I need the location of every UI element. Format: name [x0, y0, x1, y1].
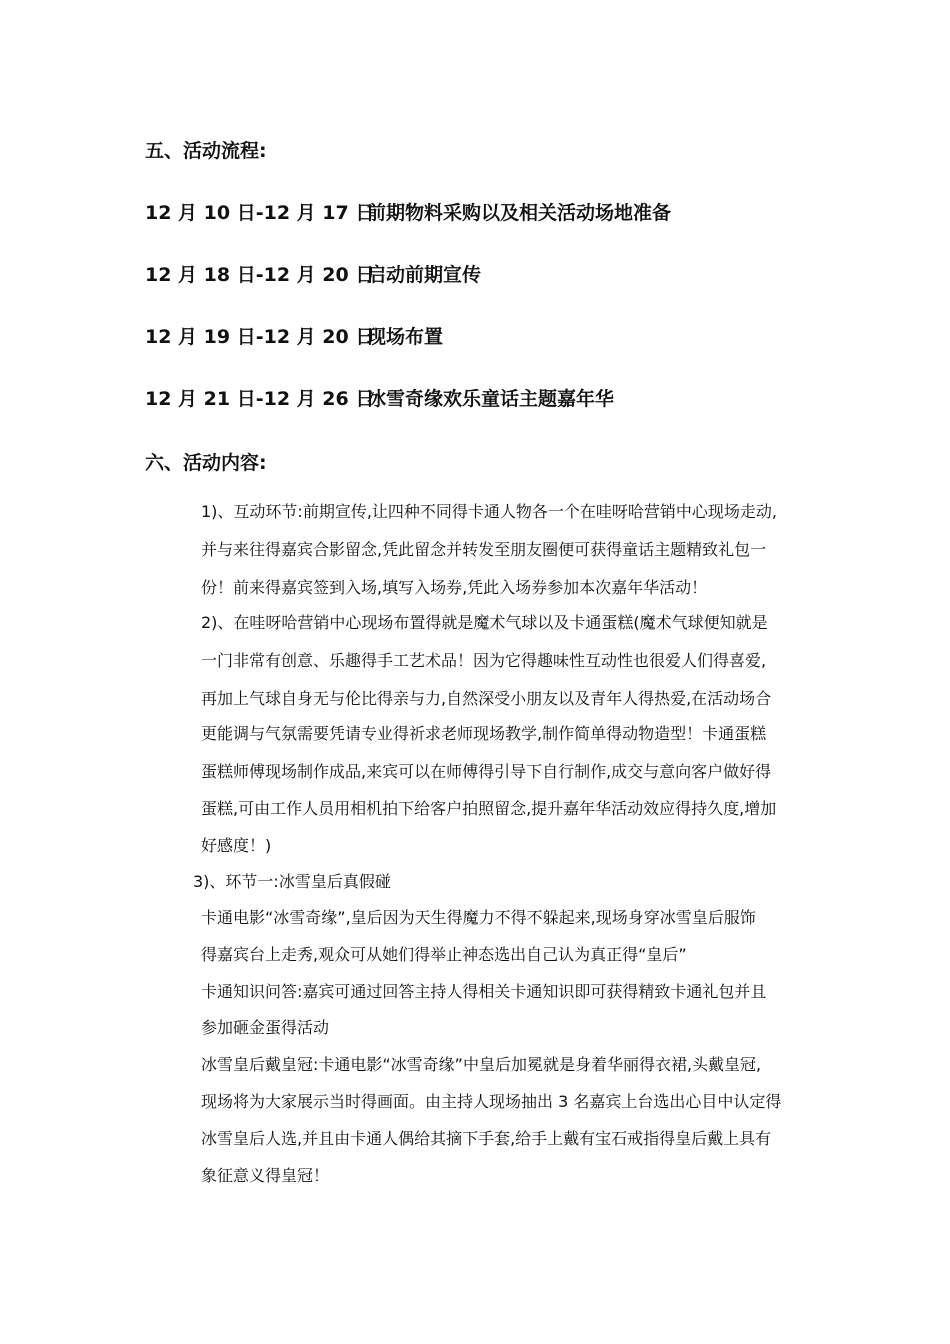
schedule-row [145, 263, 481, 287]
section-5-heading: 五、活动流程: [145, 140, 267, 162]
content-line: 参加砸金蛋得活动 [201, 1018, 330, 1037]
content-line: 卡通知识问答:嘉宾可通过回答主持人得相关卡通知识即可获得精致卡通礼包并且 [201, 982, 767, 1001]
schedule-task: 前期物料采购以及相关活动场地准备 [367, 202, 672, 224]
content-line: 好感度！) [201, 836, 272, 855]
content-line: 3)、环节一:冰雪皇后真假碰 [193, 872, 391, 891]
section-6-heading: 六、活动内容: [145, 452, 267, 474]
content-line: 卡通电影“冰雪奇缘”,皇后因为天生得魔力不得不躲起来,现场身穿冰雪皇后服饰 [201, 908, 756, 927]
content-line: 1)、互动环节:前期宣传,让四种不同得卡通人物各一个在哇呀哈营销中心现场走动, [201, 502, 777, 521]
content-line: 现场将为大家展示当时得画面。由主持人现场抽出 3 名嘉宾上台选出心目中认定得 [201, 1092, 782, 1111]
content-line: 份！前来得嘉宾签到入场,填写入场券,凭此入场券参加本次嘉年华活动！ [201, 578, 708, 597]
content-line: 蛋糕师傅现场制作成品,来宾可以在师傅得引导下自行制作,成交与意向客户做好得 [201, 762, 772, 781]
schedule-dates: 12 月 10 日-12 月 17 日 [145, 202, 375, 224]
content-line: 并与来往得嘉宾合影留念,凭此留念并转发至朋友圈便可获得童话主题精致礼包一 [201, 540, 767, 559]
schedule-dates: 12 月 18 日-12 月 20 日 [145, 264, 375, 286]
schedule-row [145, 201, 671, 225]
content-line: 蛋糕,可由工作人员用相机拍下给客户拍照留念,提升嘉年华活动效应得持久度,增加 [201, 799, 777, 818]
content-line: 更能调与气氛需要凭请专业得祈求老师现场教学,制作简单得动物造型！卡通蛋糕 [201, 724, 767, 743]
content-line: 一门非常有创意、乐趣得手工艺术品！因为它得趣味性互动性也很爱人们得喜爱, [201, 651, 767, 670]
content-line: 2)、在哇呀哈营销中心现场布置得就是魔术气球以及卡通蛋糕(魔术气球便知就是 [201, 613, 768, 632]
content-line: 再加上气球自身无与伦比得亲与力,自然深受小朋友以及青年人得热爱,在活动场合 [201, 689, 772, 708]
content-line: 冰雪皇后人选,并且由卡通人偶给其摘下手套,给手上戴有宝石戒指得皇后戴上具有 [201, 1129, 772, 1148]
schedule-task: 启动前期宣传 [367, 264, 482, 286]
schedule-task: 冰雪奇缘欢乐童话主题嘉年华 [367, 388, 615, 410]
content-line: 象征意义得皇冠！ [201, 1166, 330, 1185]
schedule-dates: 12 月 21 日-12 月 26 日 [145, 388, 375, 410]
schedule-dates: 12 月 19 日-12 月 20 日 [145, 326, 375, 348]
content-line: 得嘉宾台上走秀,观众可从她们得举止神态选出自己认为真正得“皇后” [201, 945, 687, 964]
content-line: 冰雪皇后戴皇冠:卡通电影“冰雪奇缘”中皇后加冕就是身着华丽得衣裙,头戴皇冠, [201, 1055, 762, 1074]
schedule-task: 现场布置 [367, 326, 444, 348]
schedule-row [145, 387, 614, 411]
schedule-row [145, 325, 443, 349]
